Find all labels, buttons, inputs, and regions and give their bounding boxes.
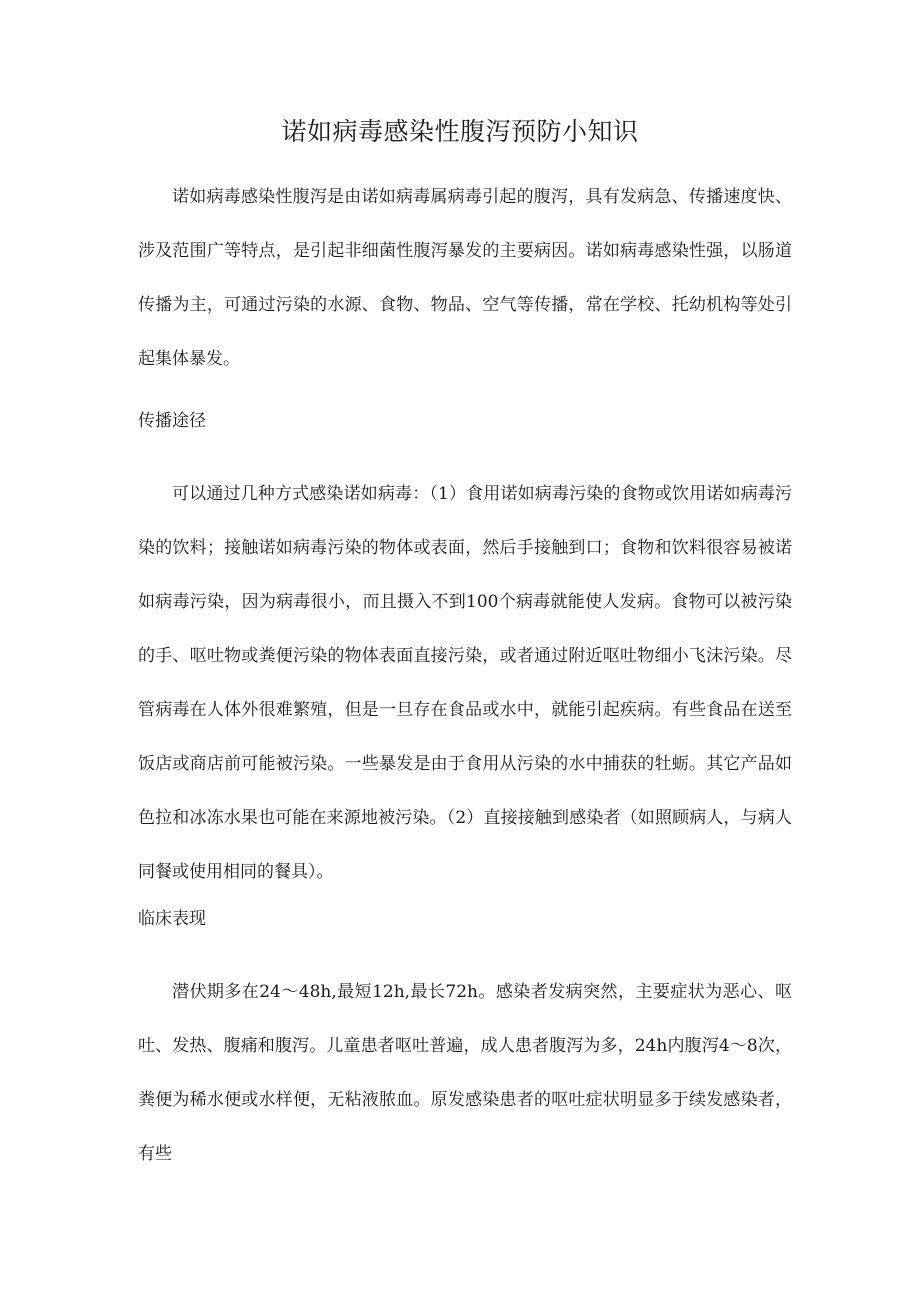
transmission-paragraph: 可以通过几种方式感染诺如病毒：（1）食用诺如病毒污染的食物或饮用诺如病毒污染的饮料；接触诺如病毒污染的物体或表面，然后手接触到口；食物和饮料很容易被诺如病毒污染，因为病毒很小，而且摄入不到100个病毒就能使人发病。食物可以被污染的手、呕吐物或粪便污染的物体表面直接污染，或者通过附近呕吐物细小飞沫污染。尽管病毒在人体外很难繁殖，但是一旦存在食品或水中，就能引起疾病。有些食品在送至饭店或商店前可能被污染。一些暴发是由于食用从污染的水中捕获的牡蛎。其它产品如色拉和冰冻水果也可能在来源地被污染。（2）直接接触到感染者（如照顾病人，与病人同餐或使用相同的餐具）。 (138, 484, 792, 882)
clinical-paragraph: 潜伏期多在24～48h,最短12h,最长72h。感染者发病突然，主要症状为恶心、呕吐、发热、腹痛和腹泻。儿童患者呕吐普遍，成人患者腹泻为多，24h内腹泻4～8次，粪便为稀水便或水样便，无粘液脓血。原发感染患者的呕吐症状明显多于续发感染者，有些 (138, 982, 792, 1164)
intro-paragraph: 诺如病毒感染性腹泻是由诺如病毒属病毒引起的腹泻，具有发病急、传播速度快、涉及范围广等特点，是引起非细菌性腹泻暴发的主要病因。诺如病毒感染性强，以肠道传播为主，可通过污染的水源、食物、物品、空气等传播，常在学校、托幼机构等处引起集体暴发。 (138, 187, 792, 369)
document-title: 诺如病毒感染性腹泻预防小知识 (281, 117, 639, 146)
section-heading-clinical: 临床表现 (138, 909, 206, 929)
section-heading-transmission: 传播途径 (138, 411, 206, 431)
